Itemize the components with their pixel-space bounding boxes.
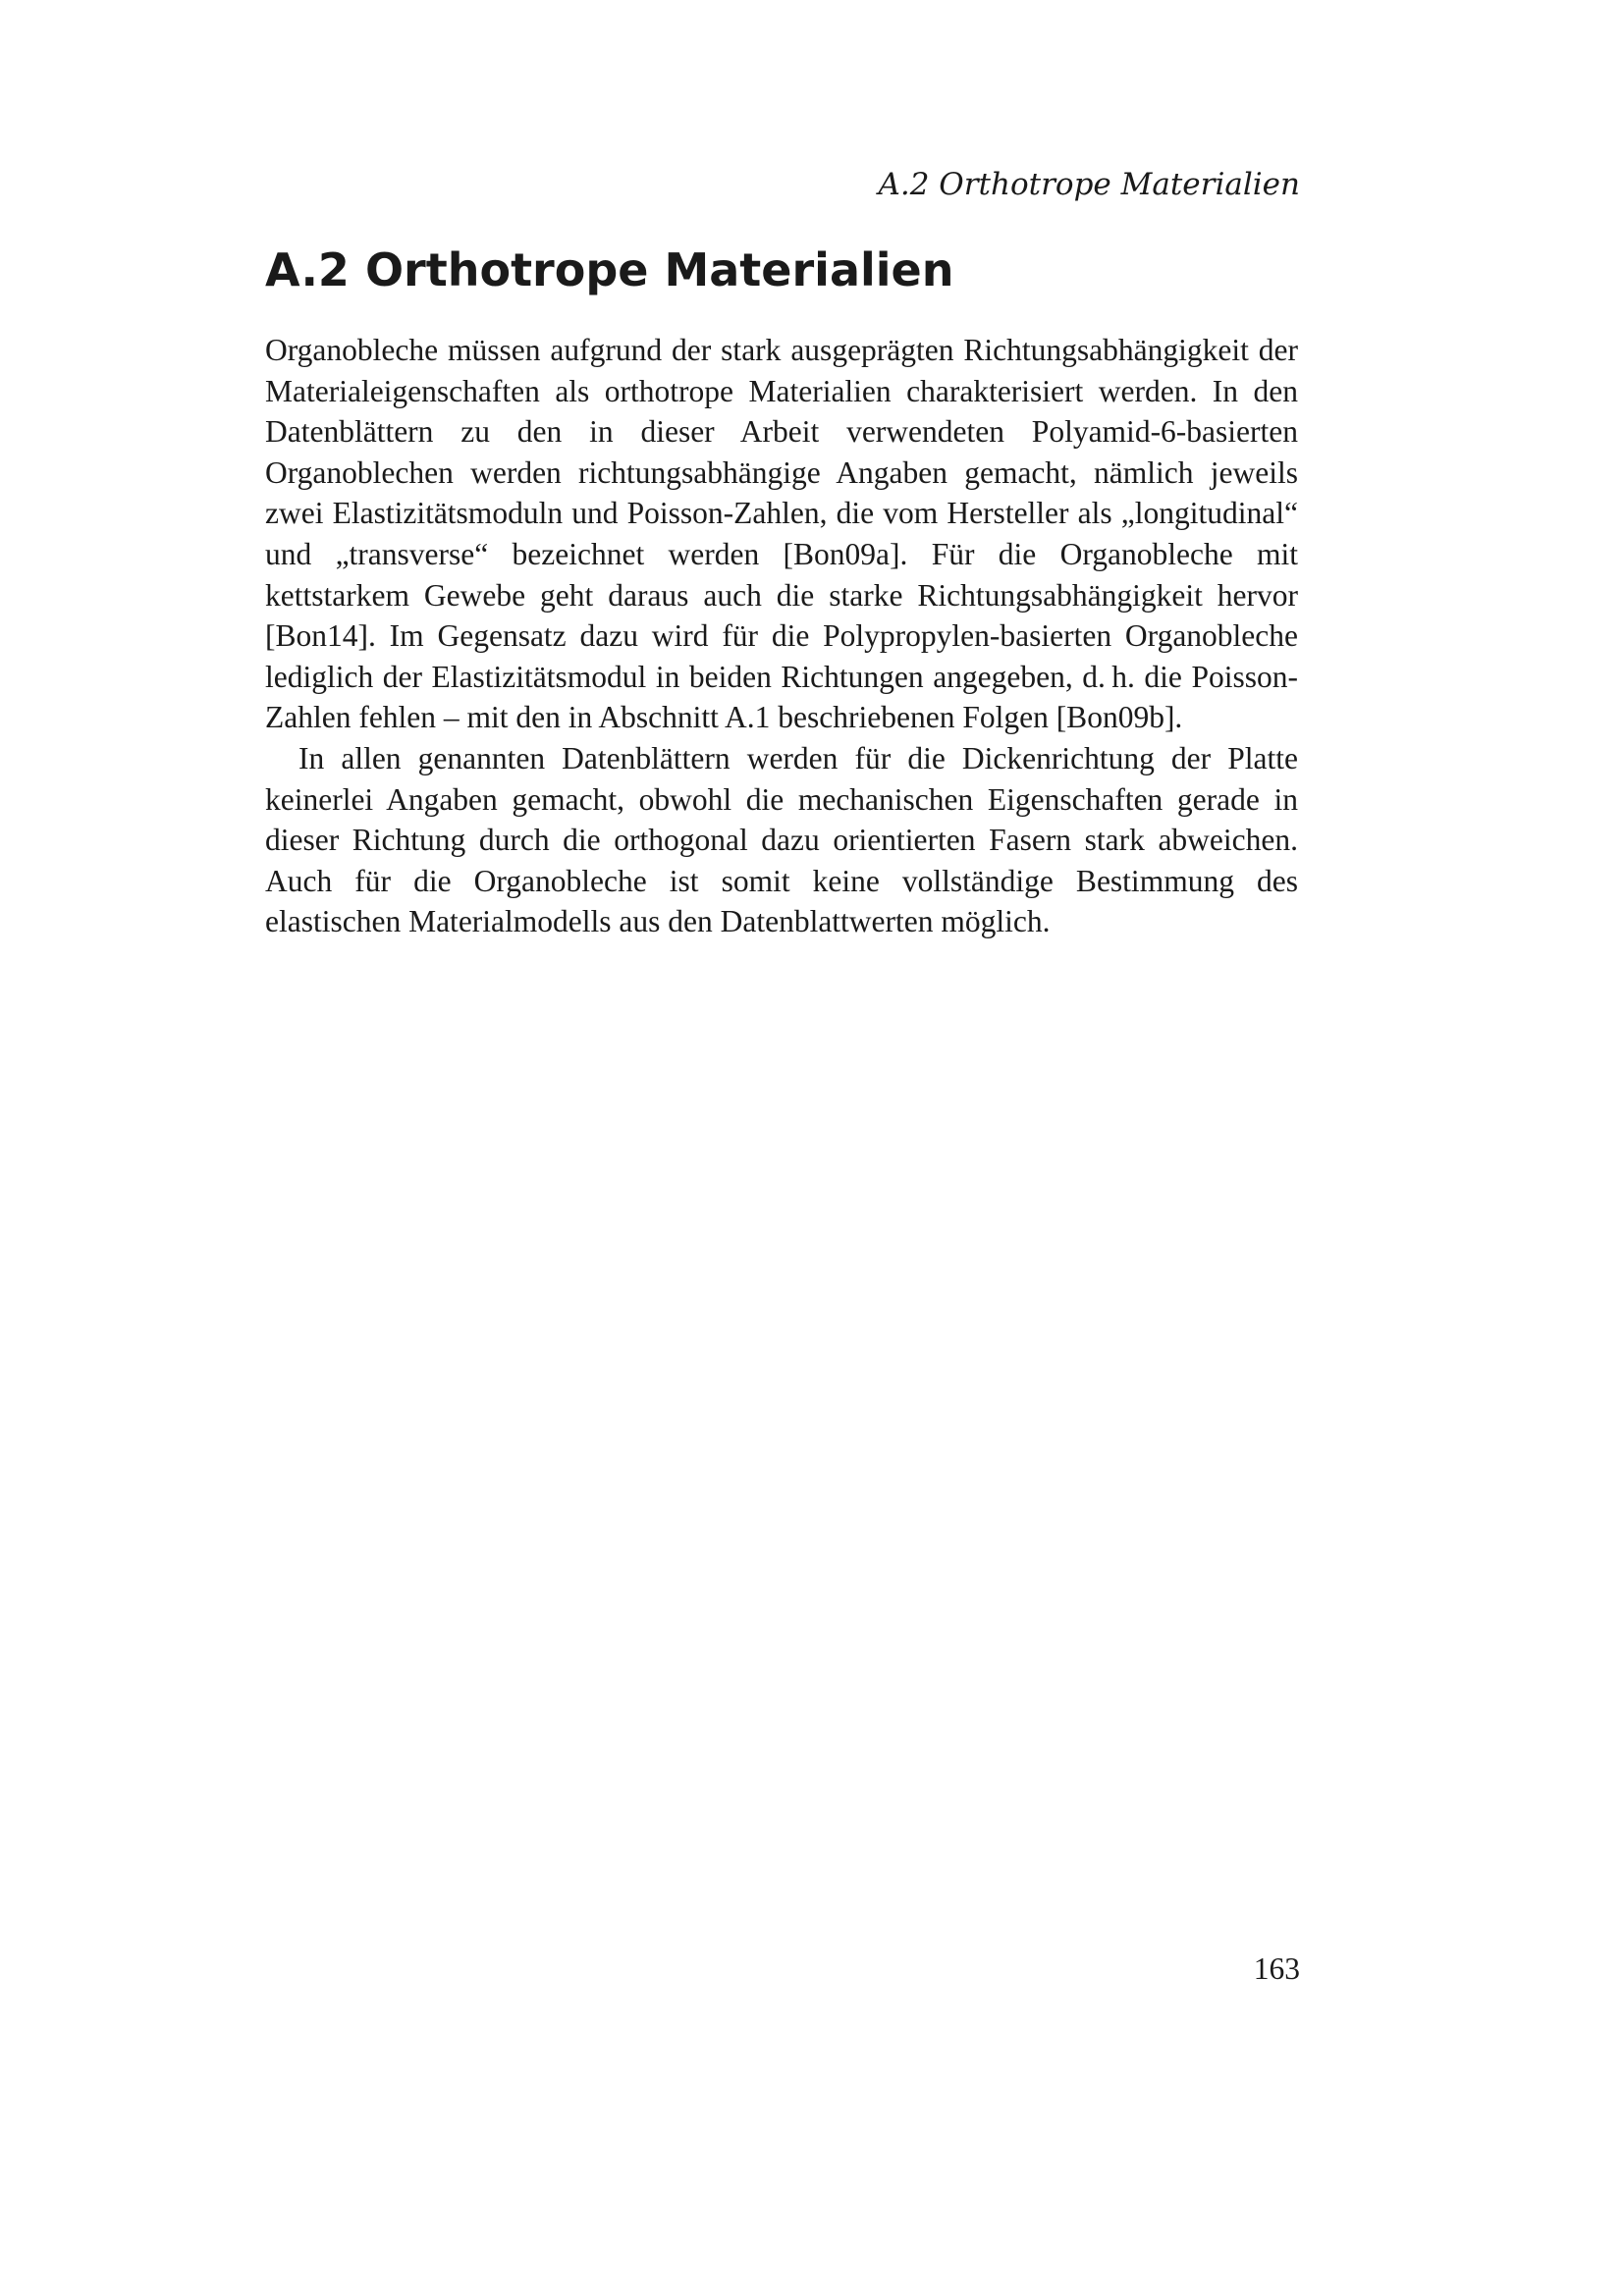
page-number: 163	[1253, 1951, 1300, 1986]
section-title-text: Orthotrope Materialien	[364, 243, 954, 296]
body-text	[265, 330, 1298, 942]
running-header: A.2 Orthotrope Materialien	[878, 167, 1300, 202]
paragraph-1: Organobleche müssen aufgrund der stark ausgeprägten Richtungsabhängigkeit der Materialeigenschaften als orthotrope Materialien charakterisiert werden. In den Datenblättern zu den in dieser Arbeit verwendeten Polyamid-6-basierten Organoblechen werden richtungsabhängige Angaben gemacht, nämlich jeweils zwei Elastizitätsmoduln und Poisson-Zahlen, die vom Hersteller als „longitudinal“ und „transverse“ bezeichnet werden [Bon09a]. Für die Organobleche mit kettstarkem Gewebe geht daraus auch die starke Richtungsabhängigkeit hervor [Bon14]. Im Gegensatz dazu wird für die Polypropylen-basierten Organobleche lediglich der Elastizitätsmodul in beiden Richtungen angegeben, d. h. die Poisson-Zahlen fehlen – mit den in Abschnitt A.1 beschriebenen Folgen [Bon09b].	[265, 333, 1298, 735]
section-title	[265, 243, 953, 296]
section-number: A.2	[265, 243, 350, 296]
paragraph-2: In allen genannten Datenblättern werden für die Dickenrichtung der Platte keinerlei Angaben gemacht, obwohl die mechanischen Eigenschaften gerade in dieser Richtung durch die orthogonal dazu orientierten Fasern stark abweichen. Auch für die Organobleche ist somit keine vollständige Bestimmung des elastischen Materialmodells aus den Datenblattwerten möglich.	[265, 740, 1298, 939]
